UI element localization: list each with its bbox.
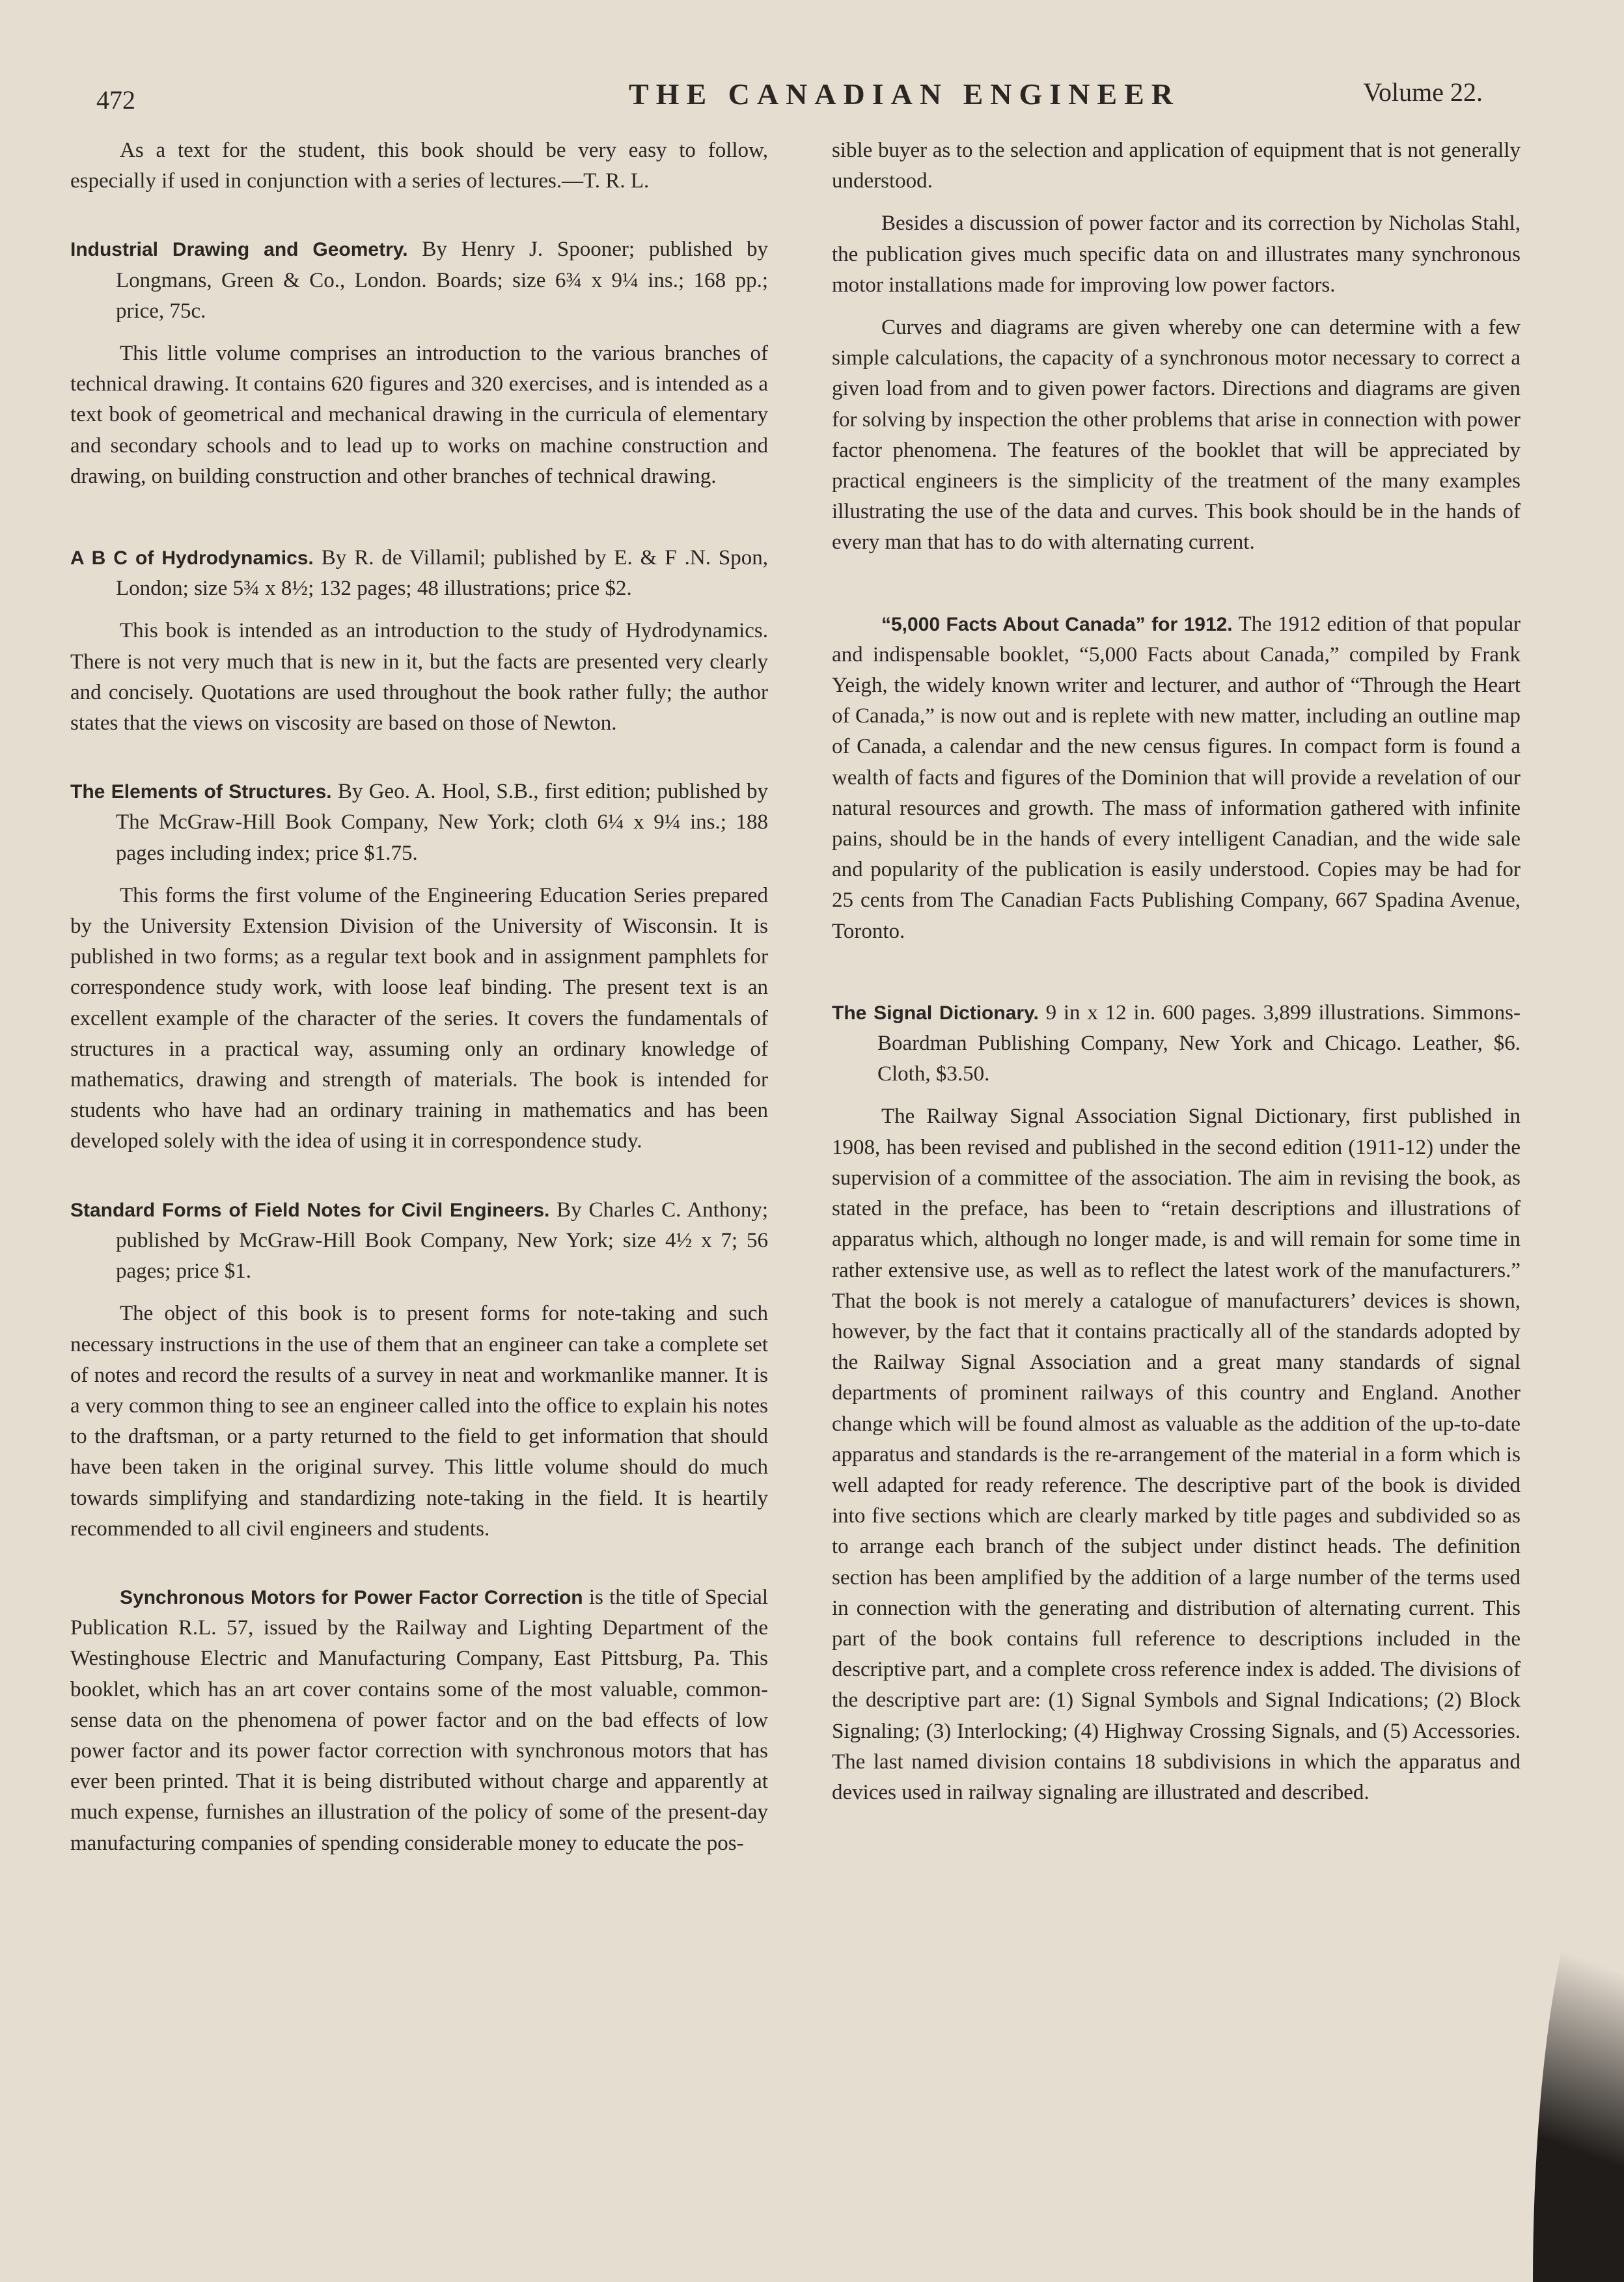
review-title: The Elements of Structures. <box>70 781 332 803</box>
review-heading-industrial-drawing <box>70 234 768 327</box>
review-body: The object of this book is to present forms for note-taking and such necessary instructions in the use of them that an engineer can take a complete set of notes and record the results of a survey in neat and workmanlike manner. It is a very common thing to see an engineer called into the office to explain his notes to the draftsman, or a party returned to the field to get information that should have been taken in the original survey. This little volume should do much towards simplifying and standardizing note-taking in the field. It is heartily recommended to all civil engineers and students. <box>70 1302 768 1541</box>
journal-title: THE CANADIAN ENGINEER <box>629 77 1180 111</box>
left-column <box>70 135 768 1871</box>
review-synchronous-motors <box>70 1582 768 1859</box>
review-title: Industrial Drawing and Geometry. <box>70 239 408 261</box>
review-meta: 9 in x 12 in. 600 pages. 3,899 illustrations. Simmons-Boardman Publishing Company, New York and Chicago. Leather, $6. Cloth, $3.50. <box>877 1000 1521 1086</box>
right-column <box>832 135 1521 1820</box>
review-heading-signal-dictionary <box>832 998 1521 1090</box>
review-body: This forms the first volume of the Engineering Education Series prepared by the University Extension Division of the University of Wisconsin. It is published in two forms; as a regular text book and in assignment pamphlets for correspondence study work, with loose leaf binding. The present text is an excellent example of the character of the series. It covers the fundamentals of structures in a practical way, assuming only an ordinary knowledge of mathematics, drawing and strength of materials. The book is intended for students who have had an ordinary training in mathematics and has been developed solely with the idea of using it in correspondence study. <box>70 883 768 1153</box>
review-body: This little volume comprises an introduction to the various branches of technical drawing. It contains 620 figures and 320 exercises, and is intended as a text book of geometrical and mechanical drawing in the curricula of elementary and secondary schools and to lead up to works on machine construction and drawing, on building construction and other branches of technical drawing. <box>70 342 768 488</box>
review-body: is the title of Special Publication R.L. 57, issued by the Railway and Lighting Department of the Westinghouse Electric and Manufacturing Company, East Pittsburg, Pa. This booklet, which has an art cover contains some of the most valuable, common-sense data on the phenomena of power factor and on the bad effects of low power factor and its power factor correction with synchronous motors that has ever been printed. That it is being distributed without charge and apparently at much expense, furnishes an illustration of the policy of some of the present-day manufacturing companies of spending considerable money to educate the pos- <box>70 1585 768 1855</box>
motors-paragraph-2: Besides a discussion of power factor and its correction by Nicholas Stahl, the publication gives much specific data on and illustrates many synchronous motor installations made for improving low power factors. <box>832 212 1521 297</box>
page-header <box>96 73 1483 118</box>
review-meta: By Charles C. Anthony; published by McGraw-Hill Book Company, New York; size 4½ x 7; 56 pages; price $1. <box>116 1198 768 1284</box>
review-canada-facts <box>832 609 1521 947</box>
review-heading-field-notes <box>70 1195 768 1287</box>
review-title: Synchronous Motors for Power Factor Correction <box>120 1586 583 1608</box>
review-body: This book is intended as an introduction to the study of Hydrodynamics. There is not very much that is new in it, but the facts are presented very clearly and concisely. Quotations are used throughout the book rather fully; the author states that the views on viscosity are based on those of Newton. <box>70 619 768 735</box>
review-title: “5,000 Facts About Canada” for 1912. <box>881 613 1233 635</box>
review-title: A B C of Hydrodynamics. <box>70 547 314 570</box>
intro-paragraph: As a text for the student, this book should be very easy to follow, especially if used in conjunction with a series of lectures.—T. R. L. <box>70 139 768 193</box>
review-body: The 1912 edition of that popular and indispensable booklet, “5,000 Facts about Canada,” compiled by Frank Yeigh, the widely known writer and lecturer, and author of “Through the Heart of Canada,” is now out and is replete with new matter, including an outline map of Canada, a calendar and the new census figures. In compact form is found a wealth of facts and figures of the Dominion that will provide a revelation of our natural resources and growth. The mass of information gathered with infinite pains, should be in the hands of every intelligent Canadian, and the wide sale and popularity of the publication is easily understood. Copies may be had for 25 cents from The Canadian Facts Publishing Company, 667 Spadina Avenue, Toronto. <box>832 612 1521 943</box>
review-meta: By R. de Villamil; published by E. & F .N. Spon, London; size 5¾ x 8½; 132 pages; 48 illustrations; price $2. <box>116 546 769 601</box>
page-edge-shadow <box>1533 1826 1624 2282</box>
review-heading-structures <box>70 777 768 869</box>
volume-label: Volume 22. <box>1363 77 1483 107</box>
page-number: 472 <box>96 85 135 115</box>
review-title: Standard Forms of Field Notes for Civil Engineers. <box>70 1199 550 1221</box>
review-heading-hydrodynamics <box>70 543 768 604</box>
review-meta: By Geo. A. Hool, S.B., first edition; published by The McGraw-Hill Book Company, New York; cloth 6¼ x 9¼ ins.; 188 pages including index; price $1.75. <box>116 780 769 865</box>
motors-paragraph-3: Curves and diagrams are given whereby one can determine with a few simple calculations, the capacity of a synchronous motor necessary to correct a given load from and to given power factors. Directions and diagrams are given for solving by inspection the other problems that arise in connection with power factor phenomena. The features of the booklet that will be appreciated by practical engineers is the simplicity of the treatment of the many examples illustrating the use of the data and curves. This book should be in the hands of every man that has to do with alternating current. <box>832 316 1521 555</box>
review-title: The Signal Dictionary. <box>832 1002 1039 1024</box>
continued-paragraph: sible buyer as to the selection and application of equipment that is not generally understood. <box>832 139 1521 193</box>
review-body: The Railway Signal Association Signal Dictionary, first published in 1908, has been revised and published in the second edition (1911-12) under the supervision of a committee of the association. The aim in revising the book, as stated in the preface, has been to “retain descriptions and illustrations of apparatus which, although no longer made, is and will remain for some time in rather extensive use, as well as to reflect the latest work of the manufacturers.” That the book is not merely a catalogue of manufacturers’ devices is shown, however, by the fact that it contains practically all of the standards adopted by the Railway Signal Association and a great many standards of signal departments of prominent railways of this country and England. Another change which will be found almost as valuable as the addition of the up-to-date apparatus and standards is the re-arrangement of the material in a form which is well adapted for ready reference. The descriptive part of the book is divided into five sections which are clearly marked by title pages and subdivided so as to arrange each branch of the subject under distinct heads. The definition section has been amplified by the addition of a large number of the terms used in connection with the generating and distribution of alternating current. This part of the book contains full reference to descriptions included in the descriptive part, and a complete cross reference index is added. The divisions of the descriptive part are: (1) Signal Symbols and Signal Indications; (2) Block Signaling; (3) Interlocking; (4) Highway Crossing Signals, and (5) Accessories. The last named division contains 18 subdivisions in which the apparatus and devices used in railway signaling are illustrated and described. <box>832 1105 1521 1804</box>
review-meta: By Henry J. Spooner; published by Longmans, Green & Co., London. Boards; size 6¾ x 9¼ ins.; 168 pp.; price, 75c. <box>116 238 768 323</box>
